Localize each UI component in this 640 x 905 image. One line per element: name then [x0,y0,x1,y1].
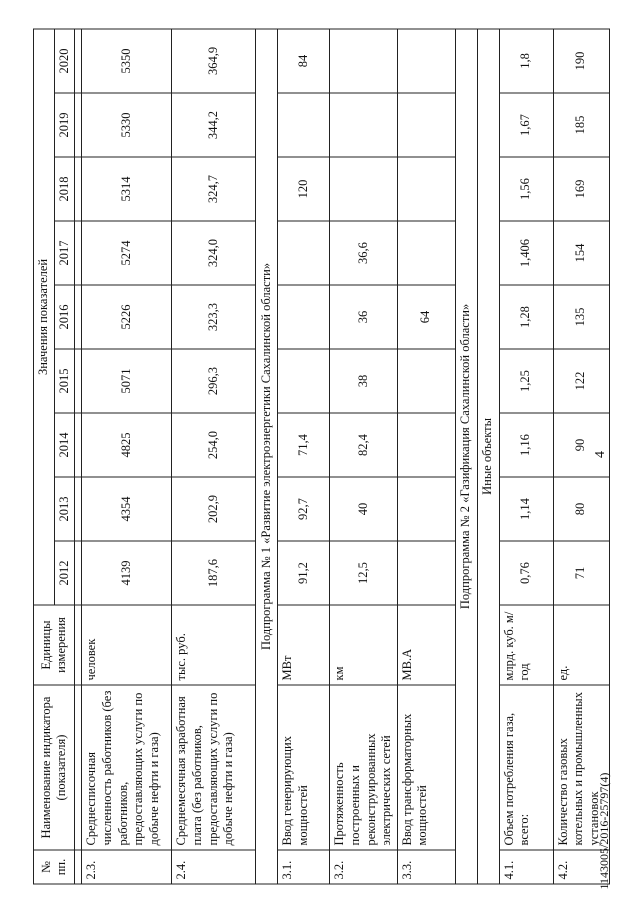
value-cell: 71 [553,541,609,605]
value-cell: 1,406 [499,221,553,285]
value-cell [330,157,398,221]
spacer-cell [75,685,82,850]
header-values: Значения показателей [34,29,55,605]
value-cell: 190 [553,29,609,93]
value-cell [278,221,330,285]
indicator-row [172,29,256,884]
value-cell: 324,7 [172,157,256,221]
subprogram-2-heading: Подпрограмма № 2 «Газификация Сахалинской области» [455,29,477,884]
spacer-cell [75,29,82,93]
value-cell [278,285,330,349]
unit-cell: ед. [553,605,609,685]
indicator-row [278,29,330,884]
header-year: 2014 [54,413,75,477]
value-cell: 5330 [82,93,172,157]
value-cell: 36 [330,285,398,349]
value-cell [397,93,455,157]
indicator-name: Количество газовых котельных и промышленных установок [553,685,609,850]
value-cell: 5314 [82,157,172,221]
value-cell: 1,14 [499,477,553,541]
value-cell: 187,6 [172,541,256,605]
header-year: 2019 [54,93,75,157]
value-cell: 202,9 [172,477,256,541]
header-name: Наименование индикатора (показателя) [34,685,75,850]
unit-cell: тыс. руб. [172,605,256,685]
value-cell: 5350 [82,29,172,93]
value-cell [278,93,330,157]
value-cell [397,349,455,413]
value-cell: 38 [330,349,398,413]
value-cell: 254,0 [172,413,256,477]
row-number: 3.2. [330,850,398,884]
value-cell: 4825 [82,413,172,477]
spacer-cell [75,541,82,605]
value-cell: 185 [553,93,609,157]
spacer-cell [75,285,82,349]
value-cell: 135 [553,285,609,349]
header-year: 2015 [54,349,75,413]
value-cell: 5226 [82,285,172,349]
spacer-cell [75,605,82,685]
value-cell: 1,56 [499,157,553,221]
header-year: 2016 [54,285,75,349]
row-number: 2.3. [82,850,172,884]
unit-cell: МВт [278,605,330,685]
header-year: 2020 [54,29,75,93]
value-cell: 84 [278,29,330,93]
indicator-name: Объем потребления газа, всего: [499,685,553,850]
value-cell: 1,16 [499,413,553,477]
value-cell [397,221,455,285]
value-cell: 12,5 [330,541,398,605]
indicator-name: Ввод трансформаторных мощностей [397,685,455,850]
value-cell: 82,4 [330,413,398,477]
subprogram-1-heading: Подпрограмма № 1 «Развитие электроэнергетики Сахалинской области» [256,29,278,884]
value-cell: 90 [553,413,609,477]
unit-cell: км [330,605,398,685]
unit-cell: млрд. куб. м/год [499,605,553,685]
value-cell [278,349,330,413]
value-cell: 91,2 [278,541,330,605]
value-cell: 1,67 [499,93,553,157]
spacer-cell [75,413,82,477]
indicator-name: Протяженность построенных и реконструированных электрических сетей [330,685,398,850]
other-objects-heading: Иные объекты [477,29,499,884]
header-no: № пп. [34,850,75,884]
spacer-cell [75,349,82,413]
row-number: 4.1. [499,850,553,884]
value-cell: 154 [553,221,609,285]
value-cell: 122 [553,349,609,413]
value-cell: 4139 [82,541,172,605]
indicator-name: Ввод генерирующих мощностей [278,685,330,850]
unit-cell: МВ.А [397,605,455,685]
indicator-row [499,29,553,884]
header-year: 2012 [54,541,75,605]
value-cell: 71,4 [278,413,330,477]
value-cell: 40 [330,477,398,541]
header-year: 2018 [54,157,75,221]
value-cell [397,477,455,541]
row-number: 3.3. [397,850,455,884]
value-cell: 36,6 [330,221,398,285]
unit-cell: человек [82,605,172,685]
indicator-row [82,29,172,884]
header-year: 2013 [54,477,75,541]
value-cell [397,413,455,477]
indicator-name: Среднесписочная численность работников (без работников, предоставляющих услуги по добыче нефти и газа) [82,685,172,850]
value-cell: 1,8 [499,29,553,93]
value-cell: 1,25 [499,349,553,413]
row-number: 3.1. [278,850,330,884]
value-cell: 344,2 [172,93,256,157]
value-cell [330,29,398,93]
value-cell: 1,28 [499,285,553,349]
spacer-cell [75,221,82,285]
value-cell: 169 [553,157,609,221]
row-number: 2.4. [172,850,256,884]
spacer-cell [75,157,82,221]
indicators-table [33,28,610,884]
header-unit: Единицы измерения [34,605,75,685]
indicator-name: Среднемесячная заработная плата (без работников, предоставляющих услуги по добыче нефти и газа) [172,685,256,850]
value-cell: 364,9 [172,29,256,93]
value-cell [397,29,455,93]
document-footer-code: 1143005/2016-25797(4) [597,772,611,890]
spacer-cell [75,850,82,884]
indicator-row [330,29,398,884]
value-cell: 120 [278,157,330,221]
header-year: 2017 [54,221,75,285]
value-cell: 0,76 [499,541,553,605]
value-cell: 5071 [82,349,172,413]
value-cell [397,157,455,221]
indicator-row [553,29,609,884]
page-number: 4 [593,451,608,458]
value-cell [397,541,455,605]
value-cell: 5274 [82,221,172,285]
spacer-cell [75,93,82,157]
row-number: 4.2. [553,850,609,884]
value-cell: 92,7 [278,477,330,541]
value-cell: 323,3 [172,285,256,349]
value-cell: 64 [397,285,455,349]
value-cell: 324,0 [172,221,256,285]
value-cell: 4354 [82,477,172,541]
indicator-row [397,29,455,884]
value-cell: 296,3 [172,349,256,413]
value-cell [330,93,398,157]
spacer-cell [75,477,82,541]
value-cell: 80 [553,477,609,541]
